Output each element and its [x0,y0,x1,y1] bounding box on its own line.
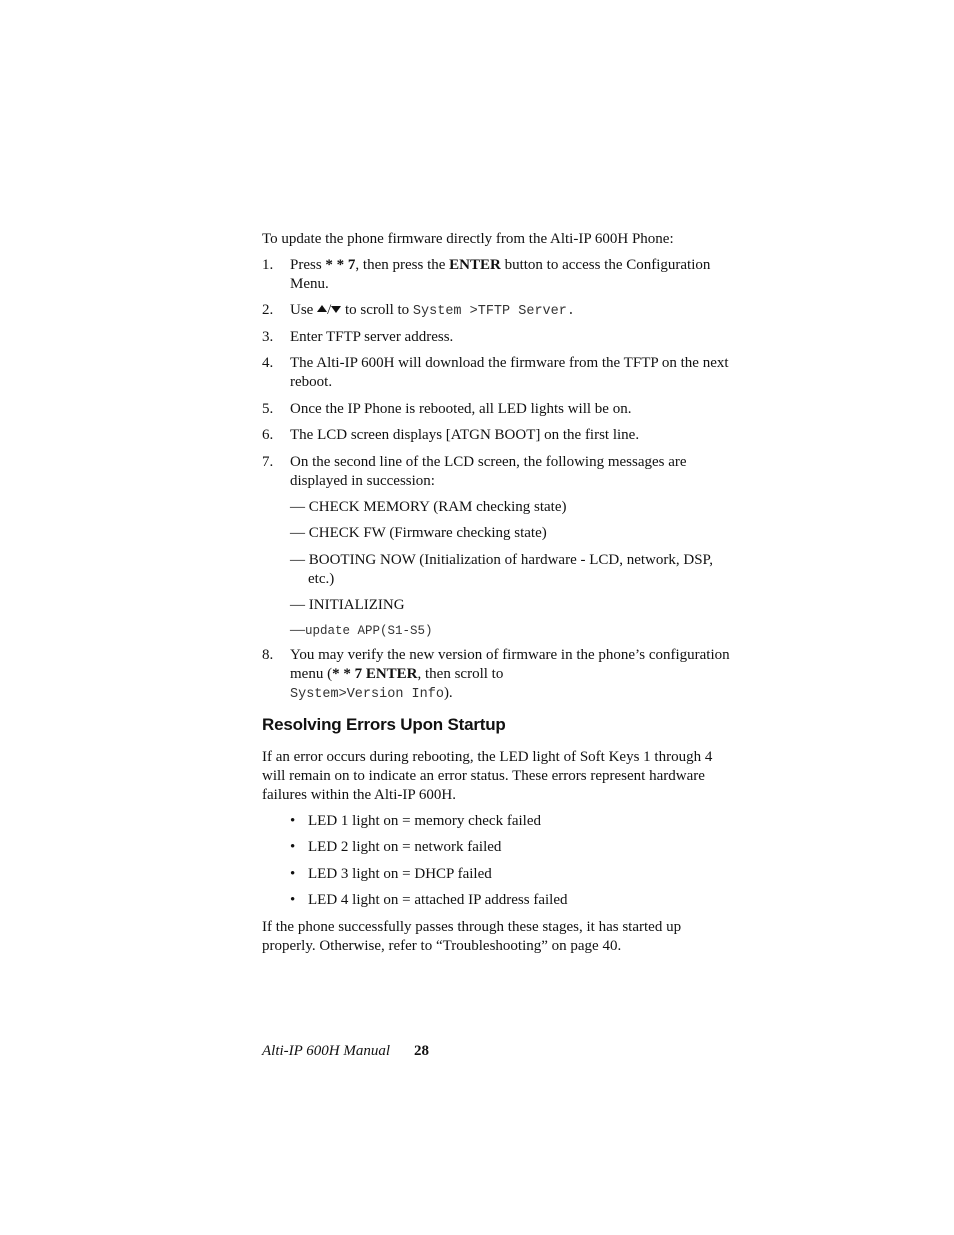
slash: / [327,302,332,318]
bullet: • [290,839,296,855]
step-text: On the second line of the LCD screen, the following messages are displayed in succession: [290,454,687,489]
key-sequence: * * 7 [325,257,356,273]
step-text: , then scroll to [417,666,504,682]
intro-text: To update the phone firmware directly from the Alti-IP 600H Phone: [262,231,674,247]
lcd-message-text: — INITIALIZING [290,597,405,613]
lcd-message [290,524,735,543]
bullet: • [290,892,296,908]
lcd-message [290,551,735,589]
step-text: ). [443,685,453,701]
errors-paragraph: If an error occurs during rebooting, the LED light of Soft Keys 1 through 4 will remain on to indicate an error status. These errors represent hardware failures within the Alti-IP 600H. [262,749,713,803]
list-item [290,865,730,884]
step-7 [262,453,732,491]
step-text: , then press the [355,257,450,273]
lcd-message [290,596,735,615]
section-heading: Resolving Errors Upon Startup [262,715,506,734]
step-body [290,256,732,294]
footer-title: Alti-IP 600H Manual [262,1043,391,1059]
step-6 [262,426,732,445]
step-number: 1. [262,257,274,273]
list-item [290,812,730,831]
page-number: 28 [414,1043,429,1059]
enter-key: ENTER [449,257,501,273]
lcd-message-code: update APP(S1-S5) [305,624,433,638]
lcd-message-text: — BOOTING NOW (Initialization of hardware - LCD, network, DSP, etc.) [290,552,713,587]
bullet: • [290,813,296,829]
menu-path: System >TFTP Server. [412,304,575,319]
step-body [290,301,732,321]
step-text: Once the IP Phone is rebooted, all LED lights will be on. [290,401,632,417]
led-error-text: LED 2 light on = network failed [308,839,502,855]
step-number: 3. [262,329,274,345]
step-text: The LCD screen displays [ATGN BOOT] on the first line. [290,427,640,443]
dash: — [290,622,305,638]
list-item [290,838,730,857]
down-triangle-icon [331,305,341,313]
step-text: The Alti-IP 600H will download the firmware from the TFTP on the next reboot. [290,355,729,390]
step-body [290,646,732,704]
led-error-text: LED 1 light on = memory check failed [308,813,541,829]
led-error-text: LED 4 light on = attached IP address failed [308,892,568,908]
step-number: 4. [262,355,274,371]
step-number: 5. [262,401,274,417]
step-number: 6. [262,427,274,443]
step-1 [262,256,732,294]
step-5 [262,400,732,419]
lcd-message [290,621,735,641]
step-text: You may verify the new version of firmware in the phone’s configuration menu ( [290,647,730,682]
lcd-message-text: — CHECK FW (Firmware checking state) [290,525,547,541]
step-2 [262,301,732,321]
step-text: button to access the Configuration Menu. [290,257,711,292]
step-text: Use [290,302,318,318]
step-8 [262,646,732,704]
bullet: • [290,866,296,882]
key-sequence: * * 7 ENTER [332,666,418,682]
step-text: to scroll to [341,302,413,318]
closing-paragraph: If the phone successfully passes through these stages, it has started up properly. Otherwise, refer to “Troubleshooting” on page 40. [262,919,682,954]
step-number: 2. [262,302,274,318]
list-item [290,891,730,910]
lcd-message-text: — CHECK MEMORY (RAM checking state) [290,499,567,515]
step-3 [262,328,732,347]
step-text: Enter TFTP server address. [290,329,454,345]
up-triangle-icon [317,305,327,313]
step-number: 8. [262,647,274,663]
menu-path: System>Version Info [290,687,444,702]
led-error-text: LED 3 light on = DHCP failed [308,866,492,882]
step-number: 7. [262,454,274,470]
lcd-message [290,498,735,517]
step-4 [262,354,732,392]
step-text: Press [290,257,326,273]
